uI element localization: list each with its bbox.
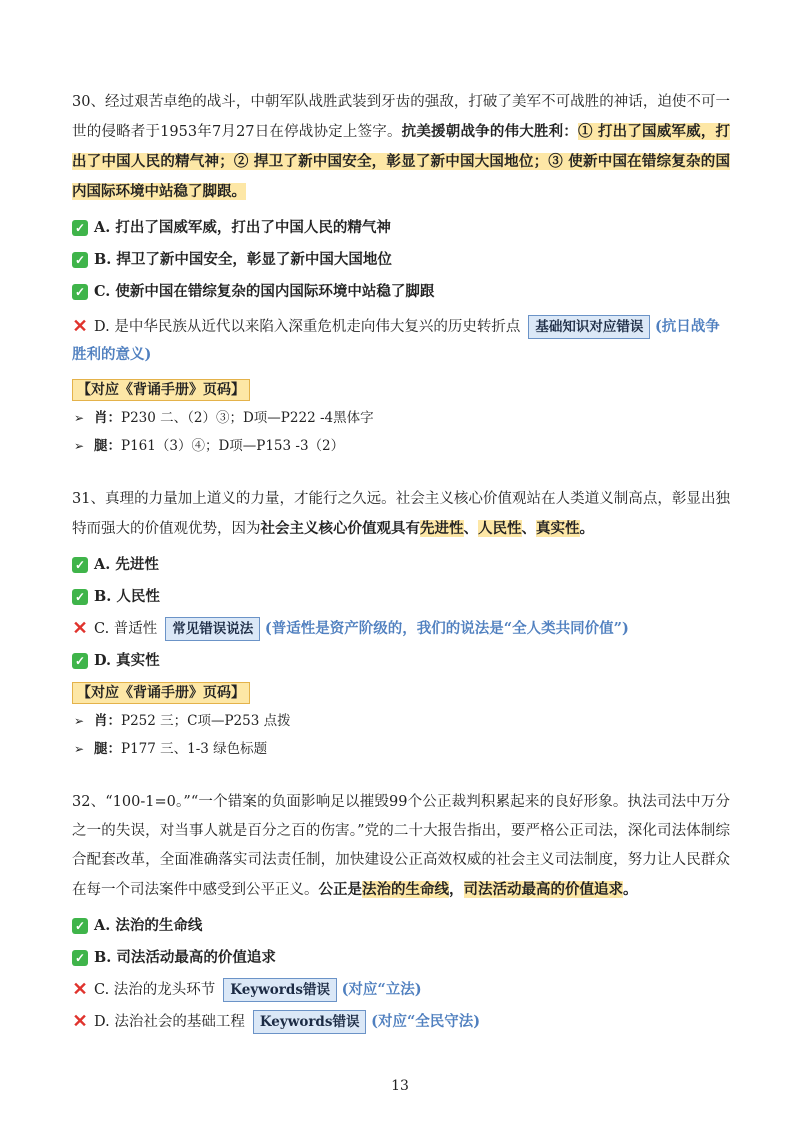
check-icon: ✓ [72,653,88,669]
check-icon: ✓ [72,284,88,300]
q31-stem-bold: 社会主义核心价值观具有 [260,520,420,537]
ref-label: 腿： [94,438,121,454]
q31-highlight-1: 先进性 [420,520,464,537]
error-note: (抗日战争胜利的意义) [72,318,720,363]
q31-option-a [72,554,730,576]
q30-stem-bold: 抗美援朝战争的伟大胜利： [401,123,579,140]
option-text: B. 人民性 [94,588,160,605]
q32-highlight-1: 法治的生命线 [362,881,449,898]
error-tag: 基础知识对应错误 [528,315,650,339]
option-text: A. 打出了国威军威，打出了中国人民的精气神 [94,219,391,236]
q31-option-d [72,650,730,672]
q31-option-b [72,586,730,608]
error-note: (对应“立法) [341,981,422,998]
option-text: C. 法治的龙头环节 [94,982,216,998]
q30-option-a [72,217,730,239]
spacer [72,457,730,485]
q30-option-c [72,281,730,303]
question-31-stem [72,485,730,544]
q30-ref-1 [72,407,730,429]
option-text: D. 真实性 [94,652,160,669]
error-tag: Keywords错误 [253,1010,367,1034]
ref-label: 肖： [94,410,121,426]
question-32-stem [72,788,730,905]
q32-option-b [72,947,730,969]
q31-option-c [72,618,730,640]
separator: 、 [521,520,536,537]
page-content [72,88,730,1033]
q32-stem-text: 32、“100-1=0。”“一个错案的负面影响足以摧毁99个公正裁判积累起来的良好形象。执法司法中万分之一的失误，对当事人就是百分之百的伤害。”党的二十大报告指出，要严格公正司法，深化司法体制综合配套改革，全面准确落实司法责任制，加快建设公正高效权威的社会主义司法制度，努力让人民群众在每一个司法案件中感受到公平正义。 [72,794,730,898]
cross-icon: ✕ [72,979,88,1000]
error-tag: 常见错误说法 [165,617,260,641]
period: 。 [623,881,638,898]
option-text: A. 先进性 [94,556,159,573]
q30-stem-text: 30、经过艰苦卓绝的战斗，中朝军队战胜武装到牙齿的强敌，打破了美军不可战胜的神话，迫使不可一世的侵略者于1953年7月27日在停战协定上签字。 [72,94,730,140]
arrow-bullet-icon: ➢ [74,439,85,453]
check-icon: ✓ [72,918,88,934]
arrow-bullet-icon: ➢ [74,742,85,756]
cross-icon: ✕ [72,618,88,639]
option-text: B. 捍卫了新中国安全，彰显了新中国大国地位 [94,251,392,268]
q31-section-header [72,682,730,704]
option-text: A. 法治的生命线 [94,917,203,934]
ref-label: 腿： [94,741,121,757]
q31-ref-1 [72,710,730,732]
q32-stem-bold: 公正是 [318,881,362,898]
error-note: (对应“全民守法) [371,1013,481,1030]
ref-label: 肖： [94,713,121,729]
section-label: 【对应《背诵手册》页码】 [72,682,250,704]
error-tag: Keywords错误 [223,978,337,1002]
ref-text: P230 二、（2）③；D项—P222 -4黑体字 [121,410,374,426]
ref-text: P252 三；C项—P253 点拨 [121,713,291,729]
q31-highlight-2: 人民性 [478,520,522,537]
q31-highlight-3: 真实性 [536,520,580,537]
option-text: D. 是中华民族从近代以来陷入深重危机走向伟大复兴的历史转折点 [94,319,521,335]
ref-text: P177 三、1-3 绿色标题 [121,741,268,757]
q32-option-c [72,979,730,1001]
separator: 、 [463,520,478,537]
q32-highlight-2: 司法活动最高的价值追求 [463,881,623,898]
option-text: D. 法治社会的基础工程 [94,1014,245,1030]
section-label: 【对应《背诵手册》页码】 [72,379,250,401]
check-icon: ✓ [72,950,88,966]
check-icon: ✓ [72,557,88,573]
q30-option-b [72,249,730,271]
option-text: C. 普适性 [94,621,158,637]
cross-icon: ✕ [72,1011,88,1032]
q30-section-header [72,379,730,401]
separator: ， [449,881,464,898]
arrow-bullet-icon: ➢ [74,411,85,425]
q31-ref-2 [72,738,730,760]
check-icon: ✓ [72,589,88,605]
check-icon: ✓ [72,252,88,268]
q32-option-d [72,1011,730,1033]
ref-text: P161（3）④；D项—P153 -3（2） [121,438,345,454]
option-text: B. 司法活动最高的价值追求 [94,949,276,966]
q30-ref-2 [72,435,730,457]
option-text: C. 使新中国在错综复杂的国内国际环境中站稳了脚跟 [94,283,435,300]
check-icon: ✓ [72,220,88,236]
page-number: 13 [391,1078,409,1094]
period: 。 [579,520,594,537]
error-note: (普适性是资产阶级的，我们的说法是“全人类共同价值”) [264,620,629,637]
question-30-stem [72,88,730,207]
q32-option-a [72,915,730,937]
q31-stem-text: 31、真理的力量加上道义的力量，才能行之久远。社会主义核心价值观站在人类道义制高点，彰显出独特而强大的价值观优势，因为 [72,491,730,537]
arrow-bullet-icon: ➢ [74,714,85,728]
cross-icon: ✕ [72,316,88,337]
q30-stem-highlight: ① 打出了国威军威，打出了中国人民的精气神；② 捍卫了新中国安全，彰显了新中国大国地位；③ 使新中国在错综复杂的国内国际环境中站稳了脚跟。 [72,123,731,200]
spacer [72,760,730,788]
q30-option-d [72,313,730,369]
